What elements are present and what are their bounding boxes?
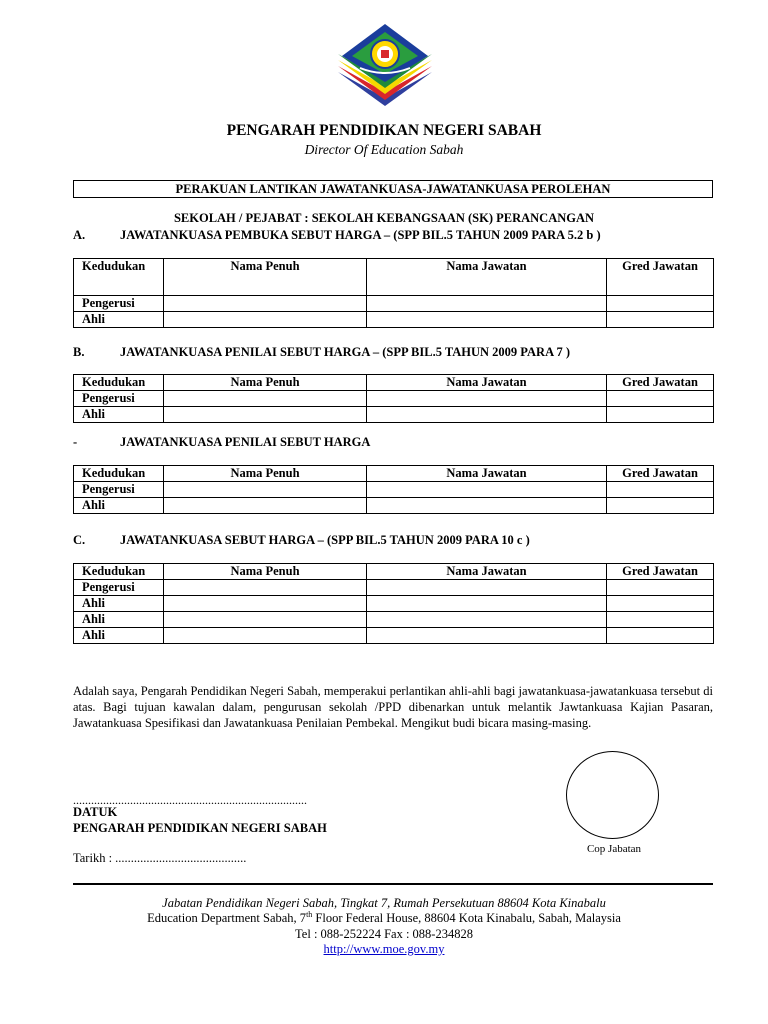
signatory-position: PENGARAH PENDIDIKAN NEGERI SABAH [73, 821, 327, 835]
stamp-circle [566, 751, 659, 839]
cell-nama-jawatan[interactable] [367, 482, 607, 498]
footer-address-en [0, 911, 768, 927]
header-kedudukan: Kedudukan [74, 466, 164, 482]
cell-gred-jawatan[interactable] [607, 596, 714, 612]
cell-nama-jawatan[interactable] [367, 407, 607, 423]
header-kedudukan: Kedudukan [74, 259, 164, 296]
footer-divider [73, 883, 713, 885]
table-row [74, 482, 714, 498]
cell-nama-penuh[interactable] [164, 391, 367, 407]
table-row [74, 628, 714, 644]
cell-gred-jawatan[interactable] [607, 482, 714, 498]
section-letter: C. [73, 533, 86, 547]
table-row [74, 391, 714, 407]
cell-nama-penuh[interactable] [164, 498, 367, 514]
website-link[interactable]: http://www.moe.gov.my [323, 942, 445, 956]
cell-gred-jawatan[interactable] [607, 312, 714, 328]
table-row [74, 498, 714, 514]
cell-gred-jawatan[interactable] [607, 407, 714, 423]
header-nama-jawatan: Nama Jawatan [367, 259, 607, 296]
row-role: Ahli [74, 312, 164, 328]
cell-nama-jawatan[interactable] [367, 312, 607, 328]
cell-nama-penuh[interactable] [164, 628, 367, 644]
table-row [74, 612, 714, 628]
stamp-label: Cop Jabatan [586, 843, 642, 855]
table-row [74, 296, 714, 312]
cell-gred-jawatan[interactable] [607, 498, 714, 514]
section-title: JAWATANKUASA SEBUT HARGA – (SPP BIL.5 TAHUN 2009 PARA 10 c ) [120, 533, 530, 547]
header-nama-jawatan: Nama Jawatan [367, 466, 607, 482]
section-letter: - [73, 435, 78, 449]
section-letter: B. [73, 345, 85, 359]
header-gred-jawatan: Gred Jawatan [607, 375, 714, 391]
header-nama-penuh: Nama Penuh [164, 259, 367, 296]
section-a-table [73, 258, 714, 328]
footer-ordinal: th [306, 909, 313, 919]
section-b-table [73, 374, 714, 423]
section-title: JAWATANKUASA PENILAI SEBUT HARGA [120, 435, 371, 449]
row-role: Pengerusi [74, 482, 164, 498]
header-gred-jawatan: Gred Jawatan [607, 259, 714, 296]
table-row [74, 407, 714, 423]
page-subtitle: Director Of Education Sabah [304, 142, 464, 157]
table-row [74, 596, 714, 612]
page-title: PENGARAH PENDIDIKAN NEGERI SABAH [226, 122, 542, 139]
signatory-title: DATUK [73, 805, 118, 819]
cell-nama-jawatan[interactable] [367, 391, 607, 407]
footer-address-ms: Jabatan Pendidikan Negeri Sabah, Tingkat 7, Rumah Persekutuan 88604 Kota Kinabalu [162, 896, 606, 910]
signature-line[interactable]: .............................................................................. [73, 793, 307, 807]
row-role: Ahli [74, 407, 164, 423]
header-kedudukan: Kedudukan [74, 375, 164, 391]
cell-gred-jawatan[interactable] [607, 391, 714, 407]
declaration-paragraph: Adalah saya, Pengarah Pendidikan Negeri Sabah, memperakui perlantikan ahli-ahli bagi jawatankuasa-jawatankuasa tersebut di atas. Bagi tujuan kawalan dalam, pengurusan sekolah /PPD dibenarkan untuk melantik Jawtankuasa Kajian Pasaran, Jawatankuasa Spesifikasi dan Jawatankuasa Penilaian Pembekal. Mengikut budi bicara masing-masing. [73, 684, 713, 730]
cell-nama-penuh[interactable] [164, 612, 367, 628]
cell-gred-jawatan[interactable] [607, 628, 714, 644]
cell-nama-jawatan[interactable] [367, 612, 607, 628]
row-role: Ahli [74, 612, 164, 628]
section-title: JAWATANKUASA PENILAI SEBUT HARGA – (SPP BIL.5 TAHUN 2009 PARA 7 ) [120, 345, 571, 359]
header-nama-penuh: Nama Penuh [164, 466, 367, 482]
footer-address-en-pre: Education Department Sabah, 7 [147, 911, 307, 925]
header-nama-penuh: Nama Penuh [164, 375, 367, 391]
row-role: Pengerusi [74, 580, 164, 596]
footer-website [0, 942, 768, 958]
header-gred-jawatan: Gred Jawatan [607, 564, 714, 580]
row-role: Ahli [74, 628, 164, 644]
section-title: JAWATANKUASA PEMBUKA SEBUT HARGA – (SPP BIL.5 TAHUN 2009 PARA 5.2 b ) [120, 228, 601, 242]
cell-gred-jawatan[interactable] [607, 580, 714, 596]
cell-nama-penuh[interactable] [164, 596, 367, 612]
row-role: Ahli [74, 498, 164, 514]
cell-nama-penuh[interactable] [164, 312, 367, 328]
cell-nama-penuh[interactable] [164, 407, 367, 423]
header-nama-penuh: Nama Penuh [164, 564, 367, 580]
table-row [74, 580, 714, 596]
school-line: SEKOLAH / PEJABAT : SEKOLAH KEBANGSAAN (SK) PERANCANGAN [173, 211, 595, 225]
table-row [74, 312, 714, 328]
header-nama-jawatan: Nama Jawatan [367, 375, 607, 391]
cell-nama-penuh[interactable] [164, 482, 367, 498]
row-role: Pengerusi [74, 296, 164, 312]
row-role: Pengerusi [74, 391, 164, 407]
cell-nama-jawatan[interactable] [367, 580, 607, 596]
cell-nama-jawatan[interactable] [367, 628, 607, 644]
header-kedudukan: Kedudukan [74, 564, 164, 580]
footer-contact: Tel : 088-252224 Fax : 088-234828 [295, 927, 473, 941]
cell-nama-jawatan[interactable] [367, 596, 607, 612]
form-title: PERAKUAN LANTIKAN JAWATANKUASA-JAWATANKUASA PEROLEHAN [73, 180, 713, 198]
header-gred-jawatan: Gred Jawatan [607, 466, 714, 482]
cell-gred-jawatan[interactable] [607, 296, 714, 312]
footer-address-en-post: Floor Federal House, 88604 Kota Kinabalu, Sabah, Malaysia [312, 911, 621, 925]
cell-nama-jawatan[interactable] [367, 498, 607, 514]
section-letter: A. [73, 228, 86, 242]
cell-gred-jawatan[interactable] [607, 612, 714, 628]
cell-nama-penuh[interactable] [164, 580, 367, 596]
row-role: Ahli [74, 596, 164, 612]
header-nama-jawatan: Nama Jawatan [367, 564, 607, 580]
section-penilai-table [73, 465, 714, 514]
section-c-table [73, 563, 714, 644]
cell-nama-jawatan[interactable] [367, 296, 607, 312]
date-field[interactable]: Tarikh : .......................................... [73, 851, 247, 865]
education-department-logo-icon [330, 20, 440, 108]
cell-nama-penuh[interactable] [164, 296, 367, 312]
